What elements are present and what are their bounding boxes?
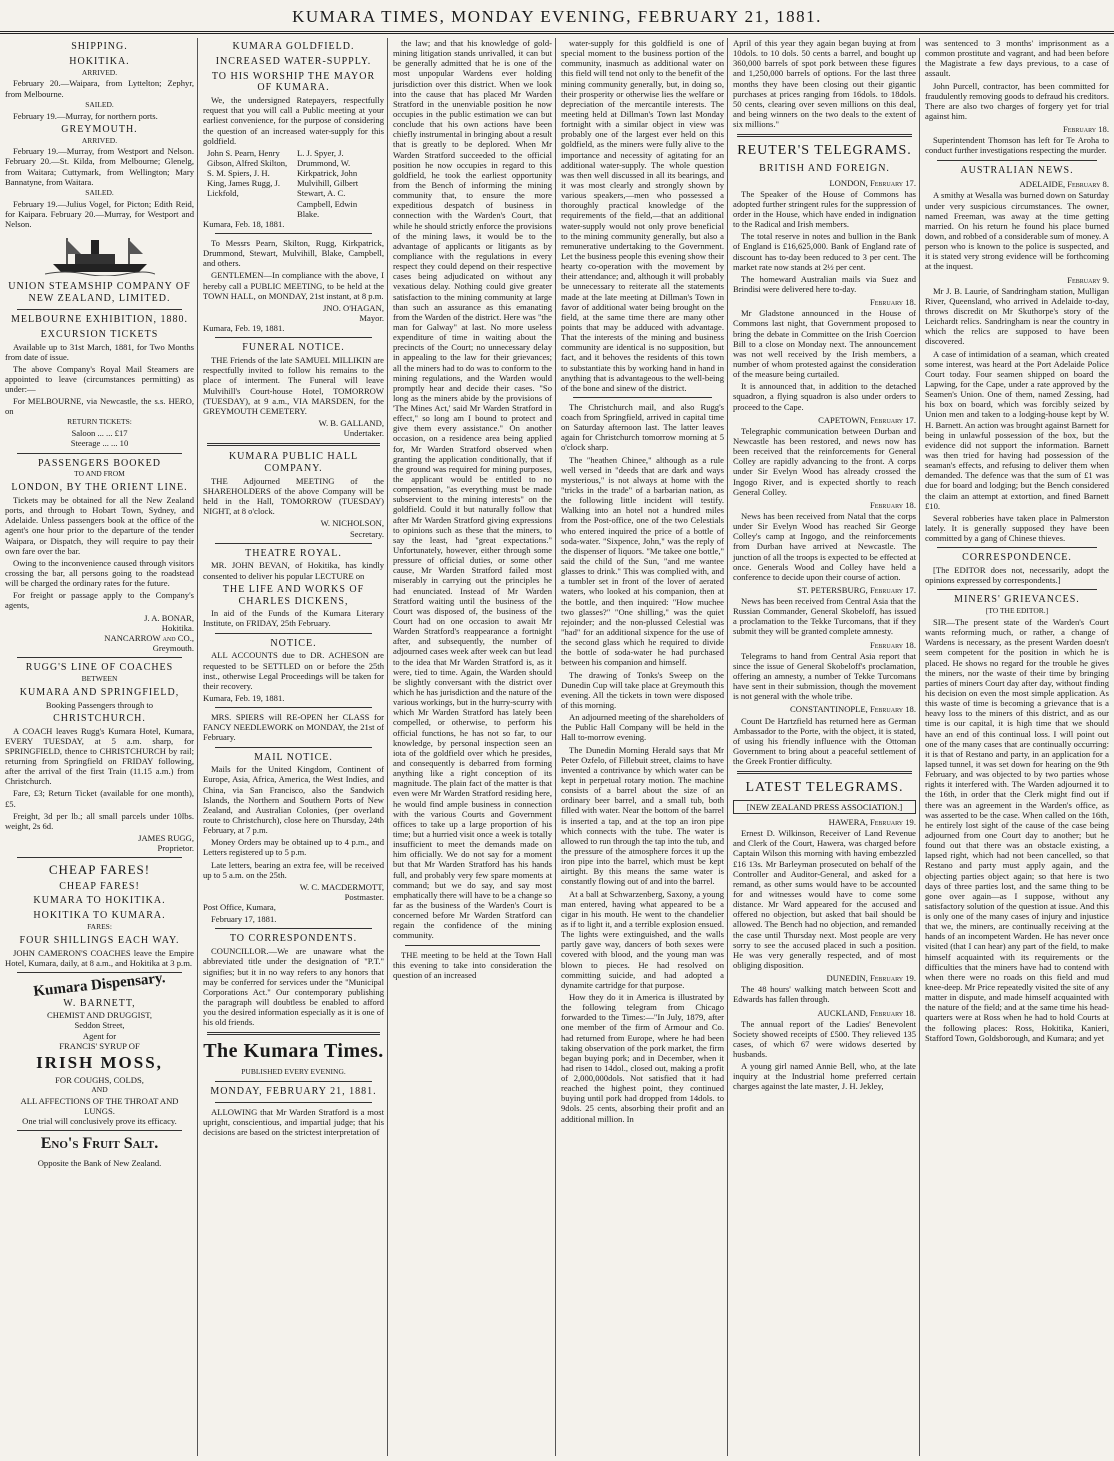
gentlemen-text: GENTLEMEN—In compliance with the above, I hereby call a PUBLIC MEETING, to be held at the TOWN HALL, on MONDAY, 21st instant, at 8 p.m. xyxy=(203,270,384,301)
signatories-right: L. J. Spyer, J. Drummond, W. Kirkpatrick, John Mulvihill, Gilbert Stewart, A. C. Campbell, Edwin Blake. xyxy=(296,147,359,219)
editor-note: [The EDITOR does not, necessarily, adopt the opinions expressed by correspondents.] xyxy=(925,565,1109,586)
palmerston-text: Several robberies have taken place in Palmerston lately. It is generally supposed they have been committed by a gang of Chinese thieves. xyxy=(925,512,1109,544)
coughs-colds: FOR COUGHS, COLDS, xyxy=(55,1074,144,1085)
dateline: LONDON, February 17. xyxy=(829,177,916,188)
column-2 xyxy=(200,38,388,1456)
ratepayers-request: We, the undersigned Ratepayers, respectfully request that you will call a Public meeting at your earliest convenience, for the purpose of considering the question of an increased water-supply for this goldfield. xyxy=(203,95,384,146)
post-office-line: Post Office, Kumara, xyxy=(203,902,276,913)
undertaker-label: Undertaker. xyxy=(343,428,384,439)
column-3 xyxy=(390,38,556,1456)
perpetual-motion-text: The Dunedin Morning Herald says that Mr Peter Ozfelo, of Fillebuit street, claims to have invented a contrivance by which water can be kept in perpetual rotary motion. The machine consists of a barrel about the size of an ordinary beer barrel, and a small tub, both filled with water. Near the bottom of the barrel is inserted a tap, and at the top an iron pipe which connects with the tube. The water is allowed to run through the tap into the tub, and the pressure of the atmosphere forces it up the iron pipe into the barrel, which must be kept airtight. By this means the same water is constantly flowing out of and into the barrel. xyxy=(561,744,724,887)
telegram-text: News has been received from Central Asia that the Russian Commander, General Skobeloff, has issued a proclamation to the Tekke Turcomans, that if they submit they will be granted complete amnesty. xyxy=(733,596,916,637)
post-office-date: February 17, 1881. xyxy=(211,914,277,925)
dateline: HAWERA, February 19. xyxy=(828,816,916,827)
telegram-text: Telegraphic communication between Durban and Newcastle has been restored, and news now has been received that the reinforcements for General Colley are rapidly advancing to the front. A corps under Sir Evelyn Wood has already crossed the Ingogo River, and is expected shortly to reach General Colley. xyxy=(733,425,916,497)
to-from-label: TO AND FROM xyxy=(74,469,125,479)
telegram-text: Ernest D. Wilkinson, Receiver of Land Revenue and Clerk of the Court, Hawera, was charged before Captain Wilson this morning with having embezzled £16 13s. Mr Barleyman prosecuted on behalf of the Controller and Auditor-General, and asked for a remand, as other sums would have to be accounted for and witnesses would have to come some distance. Mr Ward appeared for the accused and offered no objection, but asked that bail should be allowed. The Bench had no objection, and remanded the case until Thursday next. Most people are very sorry to see the accused placed in such a position. He was very generally respected, and of most obliging disposition. xyxy=(733,828,916,970)
public-hall-text: THE Adjourned MEETING of the SHAREHOLDERS of the above Company will be held in the Hall, TOMORROW (TUESDAY) NIGHT, at 8 o'clock. xyxy=(203,475,384,517)
thomson-text: Superintendent Thomson has left for Te Aroha to conduct further investigations respecting the murder. xyxy=(925,135,1109,156)
intimidation-text: A case of intimidation of a seaman, which created some interest, was heard at the Port Adelaide Police Court today. Four seamen shipped on board the Lapwing, for the Cape, under a rate approved by the Seamen's Union. One of them, named Zessing, had his box on board, which was forcibly seized by Union men and taken to a lodging-house kept by W. H. Barnett. An action was brought against Barnett for being in unlawful possession of the box, but the evidence did not support the information. Barnett was then tried for having had possession of the seaman's effects, and refusing to deliver them when demanded. The defence was that the sum of £1 was due for board and lodging; but the Bench considered the claim an attempt at extortion, and fined Barnett £10. xyxy=(925,348,1109,511)
correspondence-heading: CORRESPONDENCE. xyxy=(962,552,1072,564)
opposite-bank: Opposite the Bank of New Zealand. xyxy=(37,1158,162,1169)
america-pork-text: How they do it in America is illustrated by the following telegram from Chicago forwarded to the Times:—"In July, 1879, after one member of the firm of Armour and Co. had returned from Europe, where he had been taking observation of the pork market, the firm began buying pork; and in December, when it had risen to 14dol., closed out, making a profit of 2,000,000dols. Not satisfied that it had reached the highest point, they continued buying until pork had dropped from 14dols. to 9dols. 25 cents, absorbing their profit and an additional million. In xyxy=(561,991,724,1124)
macdermott-signature: W. C. MACDERMOTT, xyxy=(299,881,384,892)
seddon-street: Seddon Street, xyxy=(74,1020,125,1031)
sailed-label: SAILED. xyxy=(85,99,114,109)
column-6 xyxy=(922,38,1112,1456)
agent-nancarrow: NANCARROW and CO., xyxy=(104,632,194,643)
freight-rate-text: Freight, 3d per lb.; all small parcels under 10lbs. weight, 2s 6d. xyxy=(5,810,194,831)
dateline: DUNEDIN, February 19. xyxy=(826,973,916,984)
francis-syrup: FRANCIS' SYRUP OF xyxy=(59,1040,140,1051)
greymouth-arrivals: February 19.—Murray, from Westport and Nelson. February 20.—St. Kilda, from Melbourne; Glenelg, from Waitara; Cuttymark, from Wellington; Mary Bannatyne, from Waitara. xyxy=(5,146,194,187)
pork-continued: April of this year they again began buying at from 10dols. to 10 dols. 50 cents a barrel, and bought up 360,000 barrels of spot pork between these figures and 1,250,000 barrels of options. For the last three months they have been closing out their gigantic purchases at prices ranging from 16dols. to 18dols. 50 cents, clearing over seven millions on this deal, and being winners on the two deals to the extent of six millions." xyxy=(733,38,916,130)
tonks-sweep-text: The drawing of Tonks's Sweep on the Dunedin Cup will take place at Greymouth this evening. All the tickets in town were disposed of this morning. xyxy=(561,669,724,710)
royal-mail-text: The above Company's Royal Mail Steamers are appointed to leave (circumstances permitting) as under:— xyxy=(5,363,194,395)
owing-text: Owing to the inconvenience caused through visitors crossing the bar, all persons going to the roadstead will be charged the ordinary rates for the future. xyxy=(5,557,194,589)
hokitika-sailings: February 19.—Murray, for northern ports. xyxy=(13,110,158,121)
eno-fruit-salt: Eno's Fruit Salt. xyxy=(40,1135,159,1153)
one-trial: One trial will conclusively prove its efficacy. xyxy=(22,1116,177,1127)
telegram-text: Mr Gladstone announced in the House of Commons last night, that Government proposed to bring the debate in Committee on the Irish Coercion Bill to a close on Monday next. The announcement was not well received by the Irish members, a number of whom protested against the consideration of the measure being curtailed. xyxy=(733,308,916,380)
throat-lungs: ALL AFFECTIONS OF THE THROAT AND LUNGS. xyxy=(20,1095,179,1117)
to-mayor-heading: TO HIS WORSHIP THE MAYOR OF KUMARA. xyxy=(211,70,376,94)
agent-for: Agent for xyxy=(82,1030,117,1041)
schwarzenberg-text: At a ball at Schwarzenberg, Saxony, a young man entered, having what appeared to be a cigar in his mouth. He went to the chandelier as if to light it, and a terrible explosion ensued. The lights were extinguished, and the walls partly gave way, dancers of both sexes were covered with blood, and the young man was blown to pieces. He had resolved on committing suicide, and had adopted a dynamite cartridge for that purpose. xyxy=(561,888,724,990)
four-shillings: FOUR SHILLINGS EACH WAY. xyxy=(19,934,180,946)
bell-continued: was sentenced to 3 months' imprisonment as a common prostitute and vagrant, and had been before the Magistrate a few days previous, to a case of assault. xyxy=(925,38,1109,79)
christchurch-heading: CHRISTCHURCH. xyxy=(53,712,146,724)
mail-notice-heading: MAIL NOTICE. xyxy=(254,751,333,763)
dateline: ADELAIDE, February 8. xyxy=(1019,179,1109,190)
hokitika-heading: HOKITIKA. xyxy=(69,55,130,67)
bevan-text: MR. JOHN BEVAN, of Hokitika, has kindly consented to deliver his popular LECTURE on xyxy=(203,560,384,581)
to-editor-label: [TO THE EDITOR.] xyxy=(985,606,1049,616)
masthead: KUMARA TIMES, MONDAY EVENING, FEBRUARY 21, 1881. xyxy=(0,0,1114,34)
reuters-heading: REUTER'S TELEGRAMS. xyxy=(737,143,912,159)
dateline: February 18. xyxy=(869,297,916,308)
spiers-text: MRS. SPIERS will RE-OPEN her CLASS for FANCY NEEDLEWORK on MONDAY, the 21st of February. xyxy=(203,712,384,743)
arrived-label: ARRIVED. xyxy=(81,67,118,77)
saloon-fare: Saloon ... ... £17 xyxy=(71,428,128,439)
agent-nancarrow-location: Greymouth. xyxy=(152,643,194,654)
dispensary-heading: Kumara Dispensary. xyxy=(32,969,167,1000)
shipping-heading: SHIPPING. xyxy=(71,41,128,52)
telegram-text: Count De Hartzfield has returned here as German Ambassador to the Porte, with the object, it is stated, of using his friendly influence with the Ottoman Government to bring about a peaceful settlement of the Greek Frontier difficulty. xyxy=(733,715,916,767)
water-supply-heading: INCREASED WATER-SUPPLY. xyxy=(215,55,372,67)
dateline: February 18. xyxy=(869,499,916,510)
telegram-text: It is announced that, in addition to the detached squadron, a flying squadron is also under orders to proceed to the Cape. xyxy=(733,381,916,412)
signatories xyxy=(203,148,384,219)
arrived-label: ARRIVED. xyxy=(81,135,118,145)
column-4 xyxy=(558,38,728,1456)
edition-date: MONDAY, FEBRUARY 21, 1881. xyxy=(210,1085,377,1097)
dateline: February 18. xyxy=(1062,124,1109,135)
water-supply-body: water-supply for this goldfield is one of special moment to the business portion of the community, inasmuch as additional water on this field will tend not only to the benefit of the mining community generally, but, in doing so, their prosperity or otherwise lies the welfare or depreciation of the mercantile interests. The meeting held at Dillman's Town last Monday fortnight with a similar object in view was probably one of the largest ever held on this goldfield, as the miners were fully alive to the importance and necessity of agitating for an additional water-supply. The whole question was then well discussed in all its bearings, and it was most clearly and strongly shown by various speakers,—men who possessed a thoroughly practical knowledge of the requirements of the field,—that an additional water-supply would not only prove beneficial to the mining community generally, but also a remunerative undertaking to the Government. Let the business people this evening show their hearty co-operation with the movement by their attendance; and, although it will probably be unnecessary to reiterate all the statements made at the late meeting at Dillman's Town in favor of additional water being brought on the field, at the same time there are many other points that may be adduced with advantage. That the interests of the mining and business community are identical is no supposition, but fact, and it behoves the residents of this town to substantiate this by working hand in hand in anything that is advantageous to the well-being of the bone and sinew of the district. xyxy=(561,38,724,393)
date-line: Kumara, Feb. 19, 1881. xyxy=(203,692,285,703)
australian-news-heading: AUSTRALIAN NEWS. xyxy=(960,164,1074,176)
james-rugg: JAMES RUGG, xyxy=(138,832,194,843)
fare-text: Fare, £3; Return Ticket (available for one month), £5. xyxy=(5,788,194,809)
paper-title: The Kumara Times. xyxy=(203,1040,384,1063)
money-orders-text: Money Orders may be obtained up to 4 p.m., and Letters registered up to 5 p.m. xyxy=(203,837,384,858)
barnett-name: W. BARNETT, xyxy=(63,997,136,1009)
orient-line-heading: LONDON, BY THE ORIENT LINE. xyxy=(11,482,188,494)
secretary-label: Secretary. xyxy=(349,528,384,539)
public-hall-meeting-text: An adjourned meeting of the shareholders of the Public Hall Company will be held in the Hall to-morrow evening. xyxy=(561,712,724,743)
agent-bonar-location: Hokitika. xyxy=(161,622,194,633)
accounts-text: ALL ACCOUNTS due to DR. ACHESON are requested to be SETTLED on or before the 25th inst., otherwise Legal Proceedings will be taken for their recovery. xyxy=(203,650,384,691)
date-line: Kumara, Feb. 19, 1881. xyxy=(203,323,285,334)
melbourne-exhibition-heading: MELBOURNE EXHIBITION, 1880. xyxy=(11,313,188,325)
grievances-letter: SIR—The present state of the Warden's Court wants reforming much, or rather, a change of Wardens is necessary, as the present Warden doesn't seem competent for the position in which he is placed. He shows no regard for the trouble he gives the miners, nor the waste of their time by bringing parties of miners Court day after day, without finding his decision on even the most simple application. As this waste of time is becoming a grievance that is a heavy loss to the miners of this district, and as our time is our capital, it is high time that we should have an end of this continual loss. I will point out one of the many cases that are continually occurring: it is that of Restano and party, in an application for a lapsed tunnel, it was set down for hearing on the 9th February, and was objected to by two parties whose rights it interfered with. The Warden adjourned it to the 16th, in order that the Clerk might find out if there was an agreement in the Warden's office, as was asserted to be the case. When called on the 16th, he entirely lost sight of the cause of the case being adjourned from one Court day to another; but he found out that there was an obstacle existing, a lapsed right, which had not been cancelled, so that Restano and party must apply again, and the objecting parties object again; so that here is two days of three parties lost, and the same thing to be gone over again—as I suppose, without any satisfactory solution of the question at issue. And this is only one of the many cases of injury and injustice that we, the miners, are continually receiving at the hands of an incompetent Warden. He has never once visited (that I can hear) any part of the field, to make himself acquainted with its requirements or the difficulties that the miners have had to contend with when there were no roads on this field and mud knee-deep. Mr Price repeatedly visited the site of any matter in dispute, and made himself acquainted with the nature of the field; and at the same time his head-quarters were at Ross when he had to hold Courts at the following places: Ross, Hokitika, Kanieri, Stafford Town, Goldsborough, and Kumara; and yet xyxy=(925,616,1109,1043)
excursion-tickets-heading: EXCURSION TICKETS xyxy=(40,328,159,340)
sailed-label: SAILED. xyxy=(85,187,114,197)
cameron-coaches-text: JOHN CAMERON'S COACHES leave the Empire Hotel, Kumara, daily, at 8 a.m., and Hokitika at 3 p.m. xyxy=(5,947,194,968)
heathen-chinee-text: The "heathen Chinee," although as a rule well versed in "deeds that are dark and ways mysterious," is not always at home with the "tricks in the trade" of a barbarian nation, as the following little incident will testify. Walking into an hotel not a hundred miles from the Post-office, one of the two Celestials who entered inquired the price of a bottle of soda-water. "Sixpence, John," was the reply of the dispenser of liquors. "Me takee one bottle," said the child of the Sun, "and me wantee glasses to drink." This was complied with, and a tumbler set in front of the lover of aerated waters, who looked at his companion, then at the bottle, and then inquired: "How muchee two glasses?" "One shilling," was the quiet rejoinder; and the non-plussed Celestial was "had" for an additional sixpence for the use of the second glass which he required to divide the bottle of soda-water he had purchased between his companion and himself. xyxy=(561,454,724,668)
dateline: CONSTANTINOPLE, February 18. xyxy=(789,704,916,715)
press-association-label: [NEW ZEALAND PRESS ASSOCIATION.] xyxy=(733,800,916,814)
column-5 xyxy=(730,38,920,1456)
agent-bonar: J. A. BONAR, xyxy=(144,612,194,623)
proprietor-label: Proprietor. xyxy=(157,843,194,854)
steerage-fare: Steerage ... ... 10 xyxy=(70,438,129,449)
hokitika-arrivals: February 20.—Waipara, from Lyttelton; Zephyr, from Melbourne. xyxy=(5,78,194,99)
dateline: AUCKLAND, February 18. xyxy=(817,1007,916,1018)
booking-text: Booking Passengers through to xyxy=(45,699,154,710)
greymouth-sailings: February 19.—Julius Vogel, for Picton; Edith Reid, for Kaipara. February 20.—Murray, for Westport and Nelson. xyxy=(5,198,194,230)
funeral-notice-heading: FUNERAL NOTICE. xyxy=(242,342,345,354)
galland-signature: W. B. GALLAND, xyxy=(318,417,384,428)
melbourne-sailing: For MELBOURNE, via Newcastle, the s.s. HERO, on xyxy=(5,396,194,417)
kumara-springfield-heading: KUMARA AND SPRINGFIELD, xyxy=(19,686,180,698)
correspondents-heading: TO CORRESPONDENTS. xyxy=(229,933,358,945)
date-line: Kumara, Feb. 18, 1881. xyxy=(203,218,285,229)
dateline: February 9. xyxy=(1067,274,1109,285)
latest-telegrams-heading: LATEST TELEGRAMS. xyxy=(745,780,904,796)
cheap-fares-subheading: CHEAP FARES! xyxy=(59,880,140,892)
passengers-booked-heading: PASSENGERS BOOKED xyxy=(37,457,162,469)
hokitika-to-kumara: HOKITIKA TO KUMARA. xyxy=(33,910,166,922)
excursion-text: Available up to 31st March, 1881, for Two Months from date of issue. xyxy=(5,341,194,362)
ohagan-signature: JNO. O'HAGAN, xyxy=(323,302,384,313)
telegram-text: The 48 hours' walking match between Scott and Edwards has fallen through. xyxy=(733,984,916,1005)
smithy-text: A smithy at Wesalla was burned down on Saturday under very suspicious circumstances. The owner, named Freeman, was away at the time getting married. On his return he found his place burned down, and robbed of a considerable sum of money. A person who is known to the police is suspected, and it is stated very strong evidence will be forthcoming at the inquest. xyxy=(925,190,1109,272)
telegram-text: Telegrams to hand from Central Asia report that since the issue of General Skobeloff's proclamation, offering an amnesty, a number of Tekke Turcomans have sent in their submission, though the movement is not general with the whole tribe. xyxy=(733,650,916,702)
union-steamship-heading: UNION STEAMSHIP COMPANY OF NEW ZEALAND, LIMITED. xyxy=(8,281,191,305)
rugg-coaches-heading: RUGG'S LINE OF COACHES xyxy=(25,662,174,674)
between-label: BETWEEN xyxy=(81,673,118,683)
to-messrs: To Messrs Pearn, Skilton, Rugg, Kirkpatrick, Drummond, Stewart, Mulvihill, Blake, Campbell, and others. xyxy=(203,238,384,269)
telegram-text: The Speaker of the House of Commons has adopted further stringent rules for the suppression of order in the House, which have ended in indignation to the Radical and Irish members. xyxy=(733,188,916,230)
tickets-text: Tickets may be obtained for all the New Zealand ports, and through to Hobart Town, Sydney, and Adelaide. Unless passengers book at the office of the agent's one hour prior to the departure of the tender Waipara, or Dispatch, they will require to pay their own fare over the bar. xyxy=(5,495,194,556)
telegram-text: The annual report of the Ladies' Benevolent Society showed receipts of £500. They relieved 135 cases, of which 67 were widows deserted by husbands. xyxy=(733,1018,916,1060)
published-label: PUBLISHED EVERY EVENING. xyxy=(241,1066,346,1076)
irish-moss: IRISH MOSS, xyxy=(36,1052,163,1072)
telegram-text: A young girl named Annie Bell, who, at the late inquiry at the Industrial home preferred certain charges against the late master, J. H. Jekley, xyxy=(733,1061,916,1092)
laurie-text: Mr J. B. Laurie, of Sandringham station, Mulligan River, Queensland, who arrived in Adelaide to-day, throws discredit on Mr Skuthorpe's story of the Leichardt relics. Sandringham is near the country in which the relics are supposed to have been discovered. xyxy=(925,285,1109,347)
theatre-royal-heading: THEATRE ROYAL. xyxy=(245,547,342,559)
greymouth-heading: GREYMOUTH. xyxy=(61,123,138,135)
column-1 xyxy=(2,38,198,1456)
editorial-body: the law; and that his knowledge of gold-mining litigation stands unrivalled, it can but be generally admitted that he is one of the most unpopular Wardens ever holding jurisdiction over this district. When we look into the cause that has placed Mr Warden Stratford in the unenviable position he now occupies in the public estimation we can but conclude that his own actions have been chiefly instrumental in bringing about a result that is greatly to be deplored. When Mr Warden Stratford succeeded to the official position he now occupies in regard to this goldfield, he took the earliest opportunity from the Bench of informing the mining community that, to ensure the more expeditious despatch of business in connection with the Warden's Court, that while he should strictly enforce the provisions of the mining laws, it would be to the advantage of applicants or litigants as by compliance with the regulations in every respect they could depend on their respective cases being adjudicated on without any vexatious delay. Nothing could give greater satisfaction to the mining community at large than such an assurance as this emanating from the Warden of the district. Here was "the man for Galway" at last. No more useless expenditure of time in waiting about the precincts of the Court; no unnecessary delay in appealing to the law for their grievances; all the miners had to do was to conform to the mining regulations, and the Warden would promptly hear and decide their cases. "So long as the miners abide by the provisions of 'The Mines Act,' said Mr Warden Stratford in effect," so long am I bound to protect and give them every assistance." On another occasion, on a residence area being applied for, Mr Warden Stratford observed when granting the application conditionally, that if the ground was required for mining purposes, the applicant would be entitled to no compensation, "as everything must be made subservient to the mining interests" on the goldfield. Could it but naturally follow that after Mr Warden Stratford giving expressions to opinions such as these that the miners, to say the least, had "great expectations." Unfortunately, however, either through some pressure of official duties, or some other cause, Mr Warden Stratford failed most miserably in carrying out the principles he had enunciated. Instead of Mr Warden Stratford waiting until the business of the Court was disposed of, the business of the Court had on one occasion to await Mr Warden Stratford's reappearance a fortnight after, and subsequently, the number of adjourned cases week after week can but lead to the idea that Mr Warden Stratford is, as it were, tied to time. Again, the Warden should be slightly conversant with the district over which he has jurisdiction and the nature of the various workings, but in the hurry-scurry with which Mr Warden Stratford has lately been compelled, or otherwise, to perform his official functions, he has not so far, to our knowledge, by personal inspection seen an iota of the goldfield over which he presides, and consequently is debarred from forming anything like a right conception of its magnitude. The plain fact of the matter is that even were Mr Warden Stratford residing here, he would find ample business in connection with the various Courts and Government offices to take up a large proportion of his time; but a hurried visit once a week is totally insufficient to meet the demands made on him officially. We do not say for a moment but that Mr Warden Stratford has his hands full, and probably very few spare moments at command; but we do say, and say most emphatically there will have to be a change so far as the business of the Warden's Court is concerned before Mr Warden Stratford can regain the confidence of the mining community. xyxy=(393,38,552,941)
public-hall-heading: KUMARA PUBLIC HALL COMPANY. xyxy=(228,451,359,474)
cheap-fares-heading: CHEAP FARES! xyxy=(48,862,151,878)
signatories-left: John S. Pearn, Henry Gibson, Alfred Skilton, S. M. Spiers, J. H. King, James Rugg, J. Lickfold, xyxy=(207,147,288,199)
mayor-label: Mayor. xyxy=(359,313,384,323)
dateline: February 18. xyxy=(869,639,916,650)
funeral-text: THE Friends of the late SAMUEL MILLIKIN are respectfully invited to follow his remains to the place of interment. The Funeral will leave Mulvihill's Court-house Hotel, TOMORROW (TUESDAY), at 9 a.m., VIA MARSDEN, for the GREYMOUTH CEMETERY. xyxy=(203,355,384,416)
notice-heading: NOTICE. xyxy=(270,637,317,649)
editorial-opening: ALLOWING that Mr Warden Stratford is a most upright, conscientious, and impartial judge; that his decisions are based on the strictest interpretation of xyxy=(203,1106,384,1137)
coach-text: A COACH leaves Rugg's Kumara Hotel, Kumara, EVERY TUESDAY, at 5 a.m. sharp, for SPRINGFIELD, thence to CHRISTCHURCH by rail; returning from Springfield on FRIDAY following, after the arrival of the first Train (11.15 a.m.) from Christchurch. xyxy=(5,725,194,787)
freight-text: For freight or passage apply to the Company's agents, xyxy=(5,590,194,611)
miners-grievances-heading: MINERS' GRIEVANCES. xyxy=(954,594,1080,606)
correspondents-text: COUNCILLOR.—We are unaware what the abbreviated title under the designation of "P.T." signifies; but it in no way refers to any honors that may be conferred for services under the "Municipal Corporations Act." Our contemporary publishing the paragraph will doubtless be enabled to afford you the desired information especially as it is one of his old friends. xyxy=(203,946,384,1028)
telegram-text: The homeward Australian mails via Suez and Brindisi were delivered here to-day. xyxy=(733,273,916,294)
aid-text: In aid of the Funds of the Kumara Literary Institute, on FRIDAY, 25th February. xyxy=(203,608,384,629)
nicholson-signature: W. NICHOLSON, xyxy=(320,518,384,529)
british-foreign-heading: BRITISH AND FOREIGN. xyxy=(759,162,890,174)
kumara-goldfield-heading: KUMARA GOLDFIELD. xyxy=(232,41,355,52)
kumara-to-hokitika: KUMARA TO HOKITIKA. xyxy=(33,895,166,907)
dateline: ST. PETERSBURG, February 17. xyxy=(797,584,916,595)
postmaster-label: Postmaster. xyxy=(344,892,384,902)
telegram-text: The total reserve in notes and bullion in the Bank of England is £16,625,000. Bank of England rate of discount has to-day been reduced to 3 per cent. The market rate now stands at 2½ per cent. xyxy=(733,231,916,272)
telegram-text: News has been received from Natal that the corps under Sir Evelyn Wood has reached Sir George Colley's camp at Ingogo, and the reinforcements from Durban have arrived at Newcastle. The junction of all the troops is expected to be effected at once. Generals Wood and Colley have held a conference to decide upon their course of action. xyxy=(733,510,916,582)
return-tickets-label: RETURN TICKETS: xyxy=(67,417,132,427)
late-letters-text: Late letters, bearing an extra fee, will be received up to 5 a.m. on the 25th. xyxy=(203,859,384,880)
christchurch-mail-text: The Christchurch mail, and also Rugg's coach from Springfield, arrived in capital time on Saturday afternoon last. The latter leaves again for Christchurch tomorrow morning at 5 o'clock sharp. xyxy=(561,401,724,453)
steamship-icon xyxy=(5,232,194,278)
water-meeting-text: THE meeting to be held at the Town Hall this evening to take into consideration the question of an increased xyxy=(393,949,552,980)
and-label: AND xyxy=(91,1085,108,1095)
purcell-text: John Purcell, contractor, has been committed for fraudulently removing goods to defraud his creditors. There are also two charges of forgery yet for trial against him. xyxy=(925,80,1109,121)
fares-label: FARES: xyxy=(87,921,112,931)
chemist-label: CHEMIST AND DRUGGIST, xyxy=(47,1010,152,1021)
dickens-heading: THE LIFE AND WORKS OF CHARLES DICKENS, xyxy=(222,583,365,607)
dateline: CAPETOWN, February 17. xyxy=(818,414,916,425)
mail-text: Mails for the United Kingdom, Continent of Europe, Asia, Africa, America, the West Indies, and China, via San Francisco, also the Sandwich Islands, the Northern and Southern Ports of New Zealand, and Australian Colonies, (per overland route to Christchurch), close here on Thursday, 24th February, at 7 p.m. xyxy=(203,764,384,836)
